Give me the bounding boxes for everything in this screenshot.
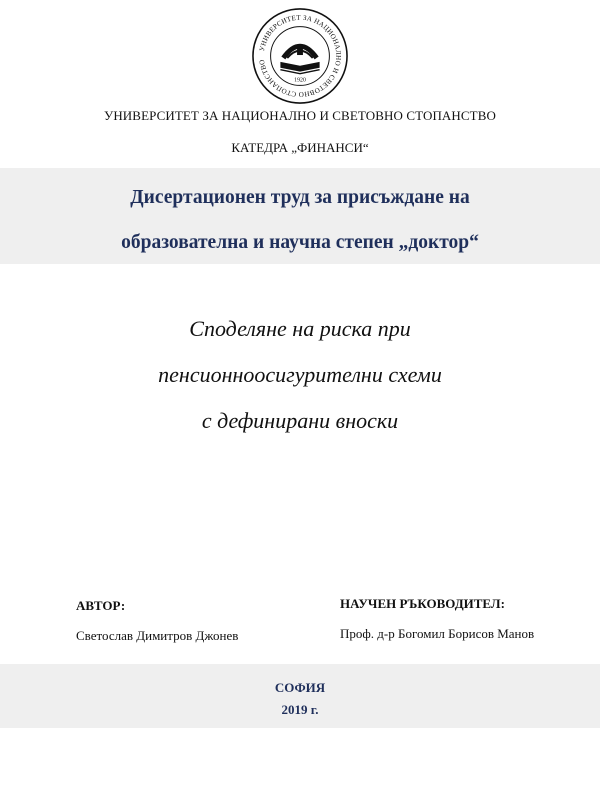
thesis-title-line2: пенсионноосигурителни схеми — [158, 362, 442, 387]
department-name: КАТЕДРА „ФИНАНСИ“ — [231, 140, 369, 155]
thesis-title-line1: Споделяне на риска при — [189, 316, 411, 341]
seal-ring-text: УНИВЕРСИТЕТ ЗА НАЦИОНАЛНО И СВЕТОВНО СТОПАНСТВО — [257, 13, 343, 99]
thesis-type-band — [0, 168, 600, 264]
supervisor-name: Проф. д-р Богомил Борисов Манов — [340, 626, 535, 641]
footer-band — [0, 664, 600, 728]
footer-year: 2019 г. — [281, 702, 319, 717]
author-name: Светослав Димитров Джонев — [76, 628, 239, 643]
thesis-title-line3: с дефинирани вноски — [201, 408, 399, 433]
university-seal-icon — [251, 7, 349, 105]
seal-year: 1920 — [294, 77, 306, 84]
thesis-type-line2: образователна и научна степен „доктор“ — [121, 232, 479, 253]
author-label: АВТОР: — [76, 598, 126, 613]
book-emblem — [280, 46, 319, 73]
footer-city: СОФИЯ — [274, 680, 326, 695]
thesis-type-line1: Дисертационен труд за присъждане на — [130, 187, 470, 208]
supervisor-label: НАУЧЕН РЪКОВОДИТЕЛ: — [340, 596, 505, 611]
university-name: УНИВЕРСИТЕТ ЗА НАЦИОНАЛНО И СВЕТОВНО СТОПАНСТВО — [104, 108, 496, 123]
